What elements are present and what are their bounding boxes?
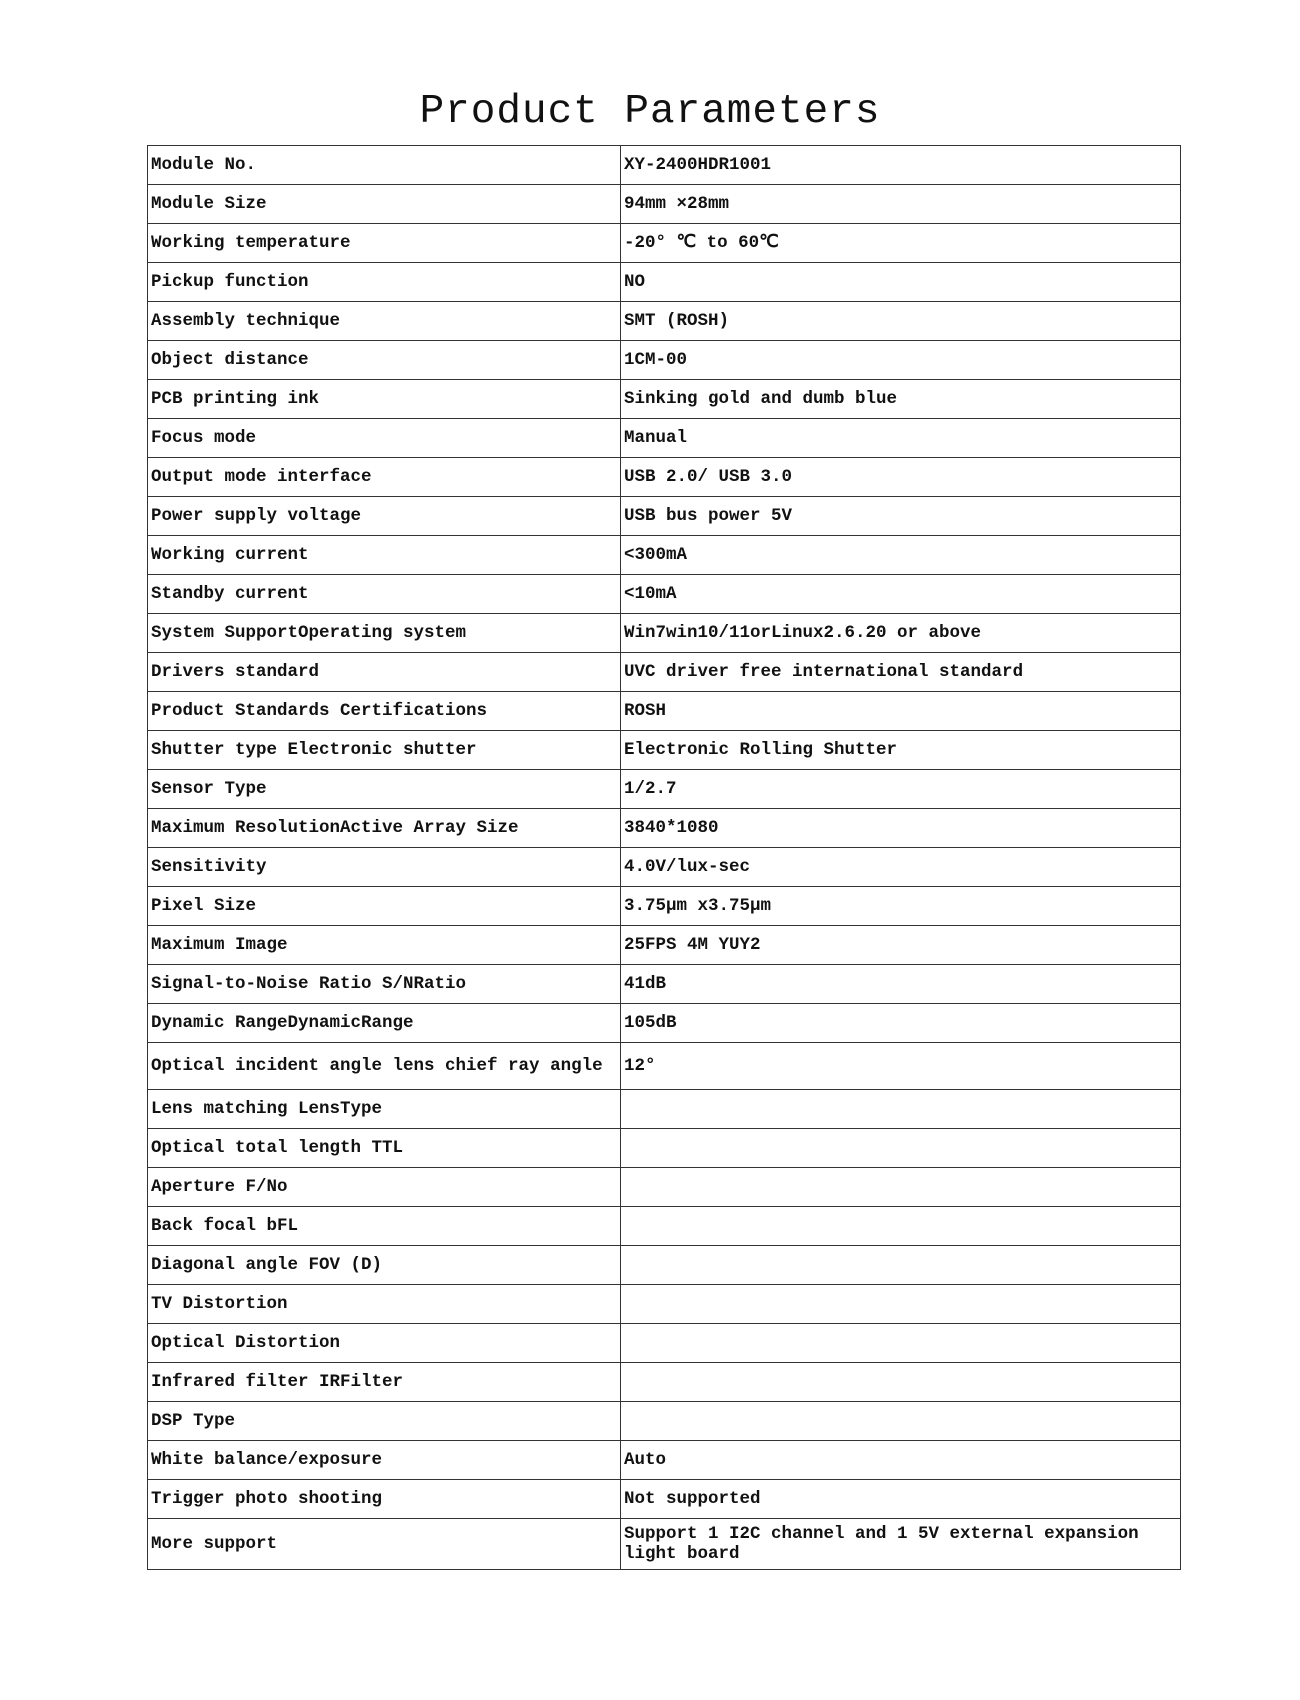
parameter-label: White balance/exposure: [148, 1441, 621, 1480]
parameter-label: Power supply voltage: [148, 497, 621, 536]
parameter-label: Infrared filter IRFilter: [148, 1363, 621, 1402]
parameter-value: [621, 1207, 1181, 1246]
parameter-label: Sensor Type: [148, 770, 621, 809]
table-row: [148, 926, 1181, 965]
parameter-label: Pickup function: [148, 263, 621, 302]
table-row: [148, 224, 1181, 263]
parameter-value: USB 2.0/ USB 3.0: [621, 458, 1181, 497]
parameter-value: 105dB: [621, 1004, 1181, 1043]
parameter-value: [621, 1246, 1181, 1285]
parameter-label: Dynamic RangeDynamicRange: [148, 1004, 621, 1043]
table-row: [148, 1402, 1181, 1441]
table-row: [148, 1480, 1181, 1519]
parameter-value: 12°: [621, 1043, 1181, 1090]
table-row: [148, 419, 1181, 458]
parameter-value: [621, 1402, 1181, 1441]
table-row: [148, 653, 1181, 692]
parameters-table: [147, 145, 1181, 1570]
parameter-label: Lens matching LensType: [148, 1090, 621, 1129]
parameter-label: Trigger photo shooting: [148, 1480, 621, 1519]
parameter-value: [621, 1090, 1181, 1129]
parameter-label: DSP Type: [148, 1402, 621, 1441]
parameter-label: Back focal bFL: [148, 1207, 621, 1246]
parameter-value: [621, 1168, 1181, 1207]
table-row: [148, 731, 1181, 770]
parameter-value: ROSH: [621, 692, 1181, 731]
parameter-label: Working current: [148, 536, 621, 575]
table-row: [148, 692, 1181, 731]
parameter-value: 3.75μm x3.75μm: [621, 887, 1181, 926]
table-row: [148, 1441, 1181, 1480]
parameter-label: Maximum Image: [148, 926, 621, 965]
table-row: [148, 1363, 1181, 1402]
table-row: [148, 458, 1181, 497]
parameter-value: [621, 1363, 1181, 1402]
parameters-table-body: [148, 146, 1181, 1570]
table-row: [148, 575, 1181, 614]
parameter-label: Diagonal angle FOV (D): [148, 1246, 621, 1285]
table-row: [148, 887, 1181, 926]
page-title: Product Parameters: [419, 89, 881, 135]
table-row: [148, 1324, 1181, 1363]
parameter-label: Output mode interface: [148, 458, 621, 497]
parameter-value: [621, 1324, 1181, 1363]
table-row: [148, 536, 1181, 575]
parameter-value: 25FPS 4M YUY2: [621, 926, 1181, 965]
parameter-label: Aperture F/No: [148, 1168, 621, 1207]
table-row: [148, 1129, 1181, 1168]
table-row: [148, 614, 1181, 653]
parameter-value: Not supported: [621, 1480, 1181, 1519]
parameter-value: Manual: [621, 419, 1181, 458]
parameter-value: NO: [621, 263, 1181, 302]
parameter-label: Optical total length TTL: [148, 1129, 621, 1168]
table-row: [148, 1004, 1181, 1043]
parameter-label: TV Distortion: [148, 1285, 621, 1324]
parameter-value: [621, 1285, 1181, 1324]
parameter-label: Focus mode: [148, 419, 621, 458]
parameter-label: Optical Distortion: [148, 1324, 621, 1363]
parameter-value: <10mA: [621, 575, 1181, 614]
parameter-value: Auto: [621, 1441, 1181, 1480]
parameter-label: More support: [148, 1519, 621, 1570]
parameter-value: [621, 1129, 1181, 1168]
parameter-label: Module Size: [148, 185, 621, 224]
table-row: [148, 1246, 1181, 1285]
parameter-label: Object distance: [148, 341, 621, 380]
parameter-value: -20° ℃ to 60℃: [621, 224, 1181, 263]
parameter-label: Assembly technique: [148, 302, 621, 341]
parameter-label: System SupportOperating system: [148, 614, 621, 653]
parameter-label: Shutter type Electronic shutter: [148, 731, 621, 770]
table-row: [148, 341, 1181, 380]
parameter-value: 1CM-00: [621, 341, 1181, 380]
parameter-value: 4.0V/lux-sec: [621, 848, 1181, 887]
parameter-value: 1/2.7: [621, 770, 1181, 809]
parameter-label: Standby current: [148, 575, 621, 614]
table-row: [148, 302, 1181, 341]
parameter-label: Working temperature: [148, 224, 621, 263]
table-row: [148, 1090, 1181, 1129]
table-row: [148, 809, 1181, 848]
table-row: [148, 1168, 1181, 1207]
table-row: [148, 185, 1181, 224]
parameter-value: Win7win10/11orLinux2.6.20 or above: [621, 614, 1181, 653]
parameter-value: 41dB: [621, 965, 1181, 1004]
parameter-value: XY-2400HDR1001: [621, 146, 1181, 185]
parameter-value: 3840*1080: [621, 809, 1181, 848]
table-row: [148, 1285, 1181, 1324]
parameter-value: <300mA: [621, 536, 1181, 575]
table-row: [148, 770, 1181, 809]
parameter-label: PCB printing ink: [148, 380, 621, 419]
table-row: [148, 848, 1181, 887]
parameter-value: Support 1 I2C channel and 1 5V external expansion light board: [621, 1519, 1181, 1570]
parameter-value: SMT (ROSH): [621, 302, 1181, 341]
table-row: [148, 263, 1181, 302]
table-row: [148, 965, 1181, 1004]
table-row: [148, 497, 1181, 536]
parameter-value: UVC driver free international standard: [621, 653, 1181, 692]
parameter-value: Sinking gold and dumb blue: [621, 380, 1181, 419]
parameter-label: Sensitivity: [148, 848, 621, 887]
parameter-label: Signal-to-Noise Ratio S/NRatio: [148, 965, 621, 1004]
parameter-value: Electronic Rolling Shutter: [621, 731, 1181, 770]
parameter-label: Pixel Size: [148, 887, 621, 926]
table-row: [148, 1519, 1181, 1570]
parameter-label: Module No.: [148, 146, 621, 185]
parameter-label: Maximum ResolutionActive Array Size: [148, 809, 621, 848]
parameter-label: Product Standards Certifications: [148, 692, 621, 731]
table-row: [148, 380, 1181, 419]
parameter-label: Optical incident angle lens chief ray angle: [148, 1043, 621, 1090]
table-row: [148, 1043, 1181, 1090]
parameter-value: USB bus power 5V: [621, 497, 1181, 536]
parameter-label: Drivers standard: [148, 653, 621, 692]
parameter-value: 94mm ×28mm: [621, 185, 1181, 224]
table-row: [148, 146, 1181, 185]
table-row: [148, 1207, 1181, 1246]
